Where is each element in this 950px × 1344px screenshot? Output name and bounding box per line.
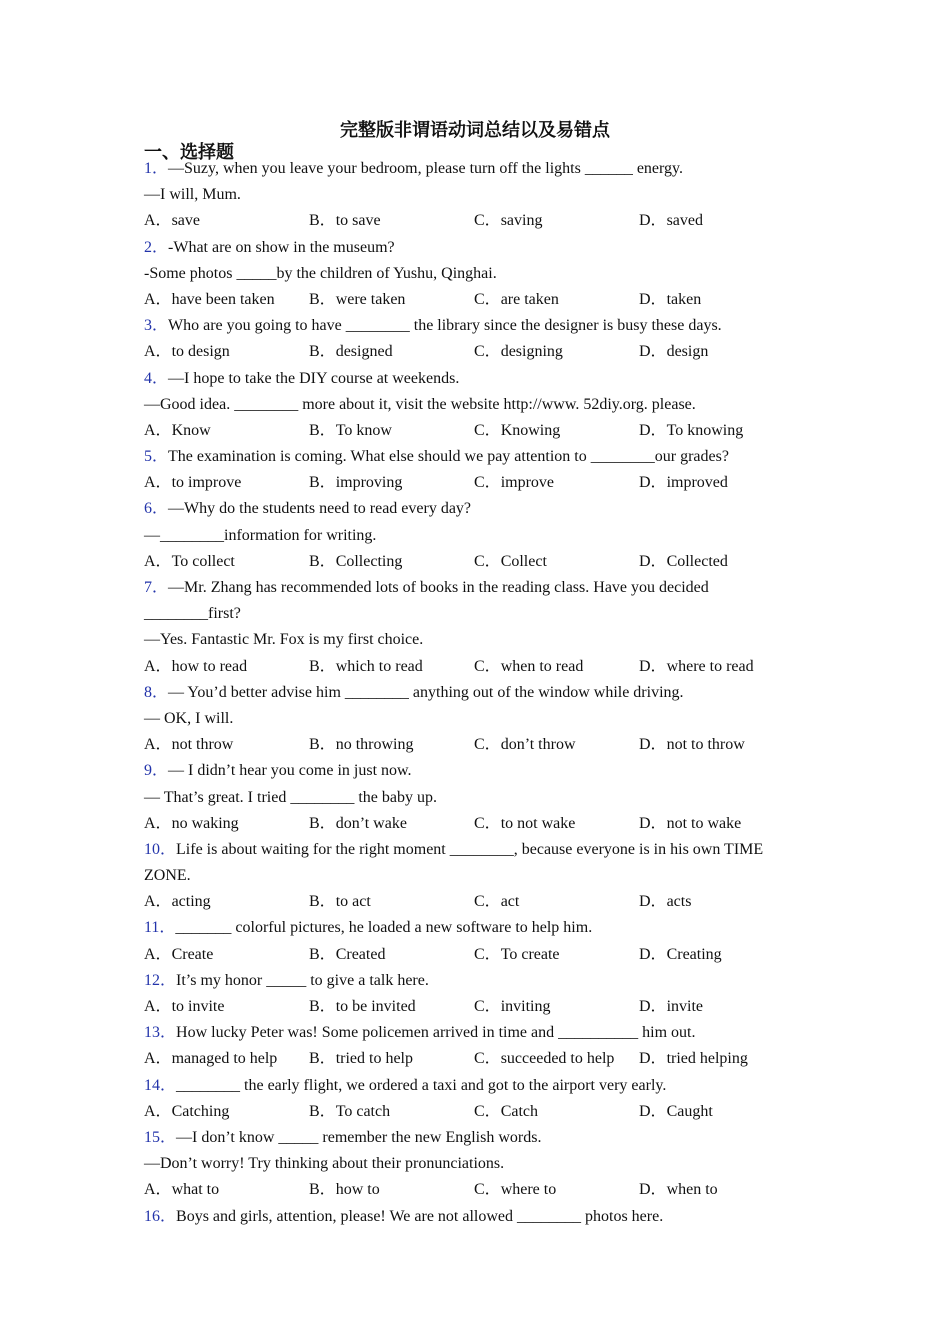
answer-option xyxy=(144,1099,309,1125)
option-letter: A． xyxy=(144,1102,172,1120)
question-line xyxy=(144,863,804,889)
answer-option xyxy=(474,418,639,444)
answer-options xyxy=(144,994,804,1020)
answer-option xyxy=(144,418,309,444)
answer-options xyxy=(144,339,804,365)
answer-option xyxy=(474,732,639,758)
question-number: 3． xyxy=(144,317,169,335)
option-text: Knowing xyxy=(500,421,561,439)
option-text: what to xyxy=(171,1181,220,1199)
option-text: managed to help xyxy=(171,1050,278,1068)
answer-options xyxy=(144,1099,804,1125)
option-text: don’t wake xyxy=(335,814,407,832)
question-text: Boys and girls, attention, please! We are not allowed ________ photos here. xyxy=(176,1207,664,1225)
answer-options xyxy=(144,732,804,758)
question-text: —Good idea. ________ more about it, visit the website http://www. 52diy.org. please. xyxy=(144,395,696,413)
option-letter: D． xyxy=(639,814,667,832)
option-letter: A． xyxy=(144,343,172,361)
option-text: have been taken xyxy=(171,290,275,308)
question-line xyxy=(144,261,804,287)
question-number: 9． xyxy=(144,762,169,780)
question-text: ________first? xyxy=(144,605,241,623)
option-letter: B． xyxy=(309,343,336,361)
option-text: to design xyxy=(171,343,230,361)
option-text: to improve xyxy=(171,474,242,492)
question-item xyxy=(144,1073,804,1125)
option-text: not throw xyxy=(171,736,234,754)
answer-option xyxy=(309,1099,474,1125)
option-letter: D． xyxy=(639,212,667,230)
answer-option xyxy=(144,1046,309,1072)
question-text: —Yes. Fantastic Mr. Fox is my first choice. xyxy=(144,631,424,649)
option-letter: A． xyxy=(144,893,172,911)
option-letter: B． xyxy=(309,945,336,963)
question-text: ZONE. xyxy=(144,867,191,885)
option-text: Collecting xyxy=(335,552,403,570)
answer-options xyxy=(144,549,804,575)
option-letter: D． xyxy=(639,657,667,675)
question-text: Who are you going to have ________ the library since the designer is busy these days. xyxy=(168,317,722,335)
answer-option xyxy=(639,1177,804,1203)
question-text: — You’d better advise him ________ anything out of the window while driving. xyxy=(168,683,684,701)
option-letter: D． xyxy=(639,552,667,570)
option-letter: D． xyxy=(639,893,667,911)
answer-option xyxy=(144,208,309,234)
option-text: saved xyxy=(666,212,703,230)
answer-option xyxy=(144,470,309,496)
option-letter: B． xyxy=(309,1102,336,1120)
answer-option xyxy=(474,1099,639,1125)
answer-options xyxy=(144,418,804,444)
answer-option xyxy=(309,549,474,575)
option-text: which to read xyxy=(335,657,423,675)
option-letter: D． xyxy=(639,421,667,439)
option-letter: B． xyxy=(309,893,336,911)
option-text: Catching xyxy=(171,1102,230,1120)
option-text: to invite xyxy=(171,998,225,1015)
question-text: —I don’t know _____ remember the new English words. xyxy=(176,1128,542,1146)
option-letter: A． xyxy=(144,212,172,230)
option-letter: C． xyxy=(474,474,501,492)
question-number: 14． xyxy=(144,1076,177,1094)
question-item xyxy=(144,313,804,365)
option-letter: D． xyxy=(639,945,667,963)
question-item xyxy=(144,444,804,496)
answer-option xyxy=(144,1177,309,1203)
option-text: To knowing xyxy=(666,421,744,439)
question-line xyxy=(144,706,804,732)
answer-option xyxy=(474,549,639,575)
option-text: designed xyxy=(335,343,393,361)
question-stem xyxy=(144,968,804,994)
question-line xyxy=(144,785,804,811)
answer-option xyxy=(639,889,804,915)
answer-options xyxy=(144,287,804,313)
question-line xyxy=(144,627,804,653)
question-line xyxy=(144,1151,804,1177)
answer-option xyxy=(309,287,474,313)
question-item xyxy=(144,575,804,680)
question-item xyxy=(144,1204,804,1230)
question-item xyxy=(144,1020,804,1072)
question-item xyxy=(144,915,804,967)
option-letter: B． xyxy=(309,1181,336,1199)
option-letter: A． xyxy=(144,945,172,963)
question-text: —I hope to take the DIY course at weekends. xyxy=(168,369,460,387)
option-letter: B． xyxy=(309,552,336,570)
option-text: To collect xyxy=(171,552,235,570)
answer-option xyxy=(639,1099,804,1125)
option-text: To know xyxy=(335,421,392,439)
option-letter: C． xyxy=(474,814,501,832)
option-text: Creating xyxy=(666,945,722,963)
question-text: —I will, Mum. xyxy=(144,186,241,204)
option-text: how to xyxy=(335,1181,380,1199)
question-stem xyxy=(144,444,804,470)
option-letter: A． xyxy=(144,552,172,570)
option-letter: B． xyxy=(309,814,336,832)
answer-option xyxy=(474,942,639,968)
option-letter: D． xyxy=(639,1050,667,1068)
answer-option xyxy=(639,208,804,234)
question-text: How lucky Peter was! Some policemen arrived in time and __________ him out. xyxy=(176,1024,696,1042)
answer-option xyxy=(309,470,474,496)
question-number: 10． xyxy=(144,840,177,858)
question-item xyxy=(144,156,804,235)
answer-option xyxy=(309,208,474,234)
question-stem xyxy=(144,1204,804,1230)
question-text: The examination is coming. What else should we pay attention to ________our grades? xyxy=(168,448,729,466)
option-letter: A． xyxy=(144,1181,172,1199)
option-text: Create xyxy=(171,945,214,963)
option-letter: A． xyxy=(144,474,172,492)
option-text: where to xyxy=(500,1181,557,1199)
answer-option xyxy=(144,549,309,575)
option-letter: A． xyxy=(144,421,172,439)
option-letter: A． xyxy=(144,657,172,675)
question-stem xyxy=(144,1073,804,1099)
question-number: 15． xyxy=(144,1128,177,1146)
option-text: To create xyxy=(500,945,560,963)
answer-option xyxy=(474,287,639,313)
option-text: improved xyxy=(666,474,728,492)
answer-option xyxy=(144,654,309,680)
option-text: improving xyxy=(335,474,403,492)
question-text: —Mr. Zhang has recommended lots of books in the reading class. Have you decided xyxy=(168,579,709,596)
question-stem xyxy=(144,156,804,182)
answer-option xyxy=(144,994,309,1020)
answer-option xyxy=(474,889,639,915)
answer-option xyxy=(639,732,804,758)
question-line xyxy=(144,182,804,208)
option-letter: C． xyxy=(474,1102,501,1120)
option-text: don’t throw xyxy=(500,736,576,754)
option-text: to save xyxy=(335,212,381,230)
option-text: to be invited xyxy=(335,998,416,1015)
option-letter: C． xyxy=(474,212,501,230)
question-stem xyxy=(144,915,804,941)
answer-option xyxy=(639,418,804,444)
answer-option xyxy=(309,418,474,444)
answer-option xyxy=(309,994,474,1020)
question-stem xyxy=(144,235,804,261)
question-number: 4． xyxy=(144,369,169,387)
question-item xyxy=(144,496,804,575)
question-stem xyxy=(144,758,804,784)
option-text: are taken xyxy=(500,290,559,308)
option-text: inviting xyxy=(500,998,551,1015)
option-text: taken xyxy=(666,290,702,308)
question-number: 7． xyxy=(144,579,169,596)
answer-option xyxy=(639,470,804,496)
section-heading: 一、选择题 xyxy=(144,142,234,163)
option-letter: A． xyxy=(144,1050,172,1068)
option-letter: B． xyxy=(309,290,336,308)
option-letter: B． xyxy=(309,1050,336,1068)
answer-option xyxy=(144,889,309,915)
question-text: —Don’t worry! Try thinking about their pronunciations. xyxy=(144,1155,505,1173)
answer-option xyxy=(309,654,474,680)
option-text: Caught xyxy=(666,1102,713,1120)
answer-options xyxy=(144,208,804,234)
answer-option xyxy=(309,1177,474,1203)
option-text: to act xyxy=(335,893,371,911)
question-number: 6． xyxy=(144,500,169,518)
question-stem xyxy=(144,366,804,392)
option-letter: A． xyxy=(144,290,172,308)
option-text: when to read xyxy=(500,657,584,675)
answer-option xyxy=(639,654,804,680)
option-letter: C． xyxy=(474,893,501,911)
option-letter: C． xyxy=(474,1050,501,1068)
option-letter: B． xyxy=(309,474,336,492)
answer-option xyxy=(639,942,804,968)
question-line xyxy=(144,601,804,627)
answer-option xyxy=(144,339,309,365)
option-letter: D． xyxy=(639,1102,667,1120)
question-text: —________information for writing. xyxy=(144,526,377,544)
option-text: when to xyxy=(666,1181,718,1199)
answer-option xyxy=(474,208,639,234)
question-item xyxy=(144,366,804,445)
option-letter: B． xyxy=(309,657,336,675)
option-letter: C． xyxy=(474,290,501,308)
answer-option xyxy=(639,811,804,837)
question-text: —Suzy, when you leave your bedroom, please turn off the lights ______ energy. xyxy=(168,160,684,177)
question-item xyxy=(144,235,804,314)
answer-option xyxy=(309,889,474,915)
option-text: tried helping xyxy=(666,1050,748,1068)
option-text: designing xyxy=(500,343,563,361)
document-title: 完整版非谓语动词总结以及易错点 xyxy=(340,120,610,141)
option-text: Collect xyxy=(500,552,547,570)
answer-option xyxy=(309,811,474,837)
option-text: no throwing xyxy=(335,736,414,754)
option-text: not to throw xyxy=(666,736,745,754)
option-letter: D． xyxy=(639,290,667,308)
question-item xyxy=(144,968,804,1020)
option-text: act xyxy=(500,893,520,911)
option-text: to not wake xyxy=(500,814,576,832)
answer-options xyxy=(144,1177,804,1203)
option-text: succeeded to help xyxy=(500,1050,615,1068)
option-text: where to read xyxy=(666,657,754,675)
question-text: It’s my honor _____ to give a talk here. xyxy=(176,971,429,989)
question-item xyxy=(144,837,804,916)
answer-option xyxy=(639,339,804,365)
answer-option xyxy=(639,287,804,313)
option-text: no waking xyxy=(171,814,239,832)
question-line xyxy=(144,523,804,549)
question-text: — That’s great. I tried ________ the baby up. xyxy=(144,788,437,806)
option-letter: C． xyxy=(474,998,501,1015)
option-text: saving xyxy=(500,212,543,230)
answer-option xyxy=(639,549,804,575)
option-text: Know xyxy=(171,421,211,439)
question-text: —Why do the students need to read every day? xyxy=(168,500,472,518)
answer-option xyxy=(144,287,309,313)
option-letter: D． xyxy=(639,736,667,754)
question-item xyxy=(144,680,804,759)
option-letter: A． xyxy=(144,736,172,754)
question-stem xyxy=(144,313,804,339)
option-letter: C． xyxy=(474,657,501,675)
question-stem xyxy=(144,837,804,863)
option-text: invite xyxy=(666,998,703,1015)
answer-options xyxy=(144,942,804,968)
question-number: 11． xyxy=(144,919,176,937)
answer-option xyxy=(474,654,639,680)
question-number: 8． xyxy=(144,683,169,701)
question-number: 1． xyxy=(144,160,169,177)
option-letter: B． xyxy=(309,212,336,230)
option-text: not to wake xyxy=(666,814,742,832)
question-number: 5． xyxy=(144,448,169,466)
question-stem xyxy=(144,1020,804,1046)
option-letter: C． xyxy=(474,736,501,754)
option-text: how to read xyxy=(171,657,248,675)
question-text: _______ colorful pictures, he loaded a new software to help him. xyxy=(175,919,593,937)
answer-option xyxy=(144,811,309,837)
answer-options xyxy=(144,654,804,680)
question-stem xyxy=(144,1125,804,1151)
question-text: — OK, I will. xyxy=(144,709,234,727)
answer-options xyxy=(144,470,804,496)
option-text: were taken xyxy=(335,290,406,308)
option-text: Created xyxy=(335,945,386,963)
option-text: To catch xyxy=(335,1102,391,1120)
option-letter: D． xyxy=(639,343,667,361)
option-letter: B． xyxy=(309,421,336,439)
answer-option xyxy=(474,1177,639,1203)
question-number: 2． xyxy=(144,238,169,256)
answer-option xyxy=(309,1046,474,1072)
question-text: -What are on show in the museum? xyxy=(168,238,395,256)
option-letter: C． xyxy=(474,945,501,963)
answer-option xyxy=(309,732,474,758)
answer-option xyxy=(474,811,639,837)
option-letter: B． xyxy=(309,736,336,754)
option-text: acting xyxy=(171,893,211,911)
question-line xyxy=(144,392,804,418)
question-number: 16． xyxy=(144,1207,177,1225)
option-letter: D． xyxy=(639,1181,667,1199)
answer-option xyxy=(639,1046,804,1072)
question-text: — I didn’t hear you come in just now. xyxy=(168,762,412,780)
question-number: 12． xyxy=(144,971,177,989)
answer-options xyxy=(144,1046,804,1072)
question-item xyxy=(144,758,804,837)
answer-option xyxy=(309,339,474,365)
answer-option xyxy=(474,1046,639,1072)
question-stem xyxy=(144,575,804,601)
answer-options xyxy=(144,811,804,837)
option-text: design xyxy=(666,343,709,361)
question-list xyxy=(144,156,804,1230)
answer-option xyxy=(309,942,474,968)
option-letter: C． xyxy=(474,1181,501,1199)
answer-options xyxy=(144,889,804,915)
answer-option xyxy=(144,732,309,758)
question-number: 13． xyxy=(144,1024,177,1042)
question-text: ________ the early flight, we ordered a taxi and got to the airport very early. xyxy=(176,1076,667,1094)
question-stem xyxy=(144,680,804,706)
question-item xyxy=(144,1125,804,1204)
question-stem xyxy=(144,496,804,522)
question-text: -Some photos _____by the children of Yushu, Qinghai. xyxy=(144,264,497,282)
option-letter: C． xyxy=(474,421,501,439)
answer-option xyxy=(144,942,309,968)
option-letter: D． xyxy=(639,998,667,1015)
option-letter: C． xyxy=(474,343,501,361)
option-text: Collected xyxy=(666,552,728,570)
answer-option xyxy=(474,470,639,496)
option-text: Catch xyxy=(500,1102,539,1120)
option-text: save xyxy=(171,212,200,230)
answer-option xyxy=(639,994,804,1020)
answer-option xyxy=(474,994,639,1020)
option-letter: D． xyxy=(639,474,667,492)
option-text: acts xyxy=(666,893,692,911)
option-letter: C． xyxy=(474,552,501,570)
option-letter: B． xyxy=(309,998,336,1015)
question-text: Life is about waiting for the right moment ________, because everyone is in his own TIME xyxy=(176,840,764,858)
option-letter: A． xyxy=(144,998,172,1015)
option-text: tried to help xyxy=(335,1050,413,1068)
answer-option xyxy=(474,339,639,365)
option-letter: A． xyxy=(144,814,172,832)
option-text: improve xyxy=(500,474,555,492)
